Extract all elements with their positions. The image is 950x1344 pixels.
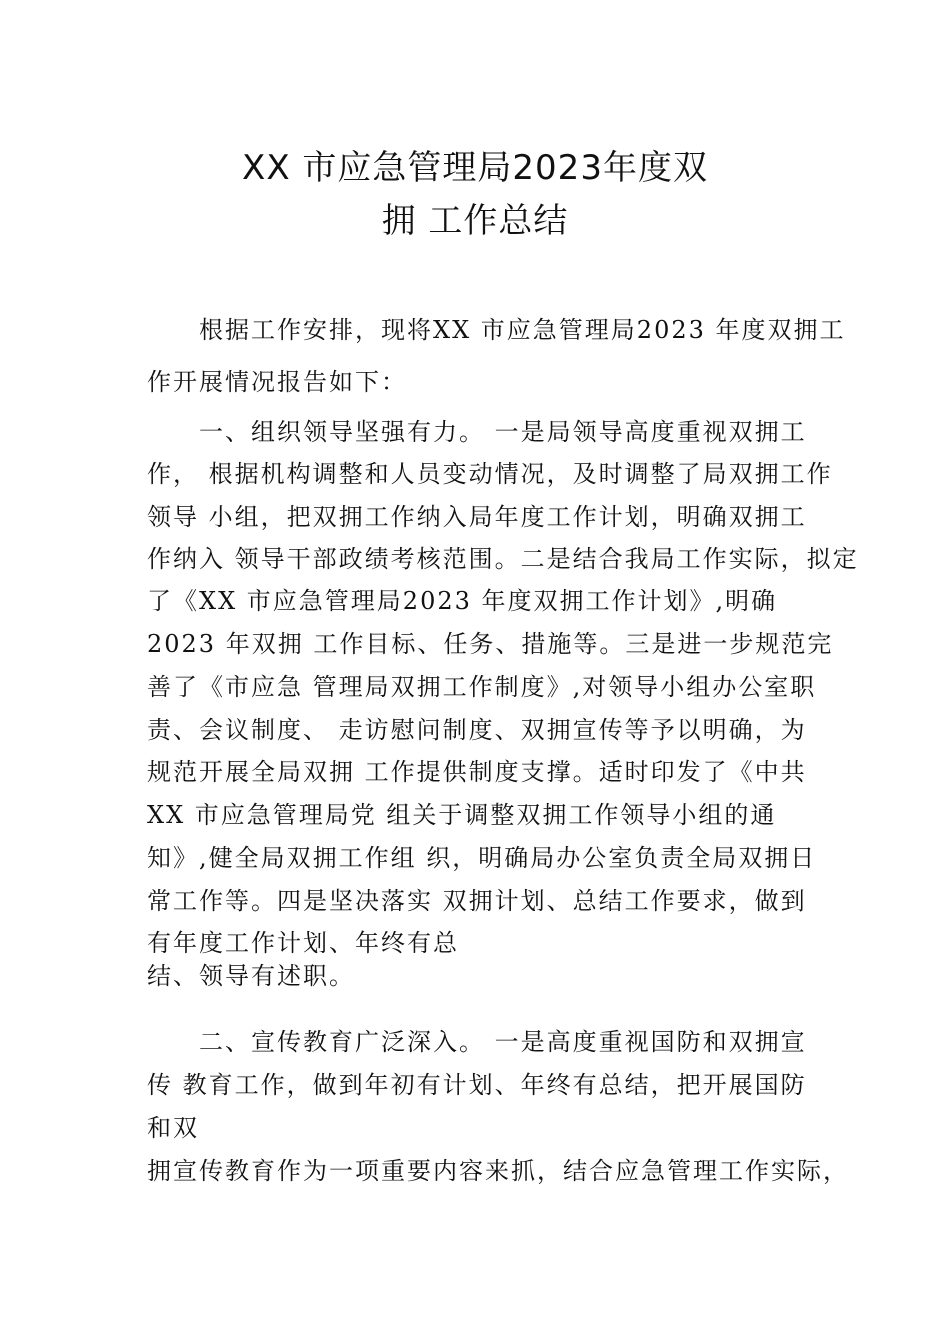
body-line: 常工作等。四是坚决落实 双拥计划、总结工作要求，做到 xyxy=(147,887,807,915)
body-line: 责、会议制度、 走访慰问制度、双拥宣传等予以明确，为 xyxy=(147,716,807,744)
body-line: 2023 年双拥 工作目标、任务、措施等。三是进一步规范完 xyxy=(147,630,834,658)
body-line: 根据工作安排，现将XX 市应急管理局2023 年度双拥工 xyxy=(199,316,846,344)
body-line: 善了《市应急 管理局双拥工作制度》,对领导小组办公室职 xyxy=(147,673,817,701)
body-line: 传 教育工作，做到年初有计划、年终有总结，把开展国防 xyxy=(147,1071,807,1099)
document-title-line-1: XX 市应急管理局2023年度双 xyxy=(242,148,708,188)
body-line: XX 市应急管理局党 组关于调整双拥工作领导小组的通 xyxy=(147,801,777,829)
body-line: 知》,健全局双拥工作组 织，明确局办公室负责全局双拥日 xyxy=(147,844,817,872)
body-line: 一、组织领导坚强有力。 一是局领导高度重视双拥工 xyxy=(199,418,807,446)
body-line: 作， 根据机构调整和人员变动情况，及时调整了局双拥工作 xyxy=(147,460,833,488)
body-line: 了《XX 市应急管理局2023 年度双拥工作计划》,明确 xyxy=(147,587,778,615)
body-line: 拥宣传教育作为一项重要内容来抓，结合应急管理工作实际， xyxy=(147,1157,849,1185)
body-line: 作开展情况报告如下： xyxy=(147,368,407,396)
body-line: 结、领导有述职。 xyxy=(147,962,355,990)
body-line: 和双 xyxy=(147,1114,199,1142)
body-line: 领导 小组，把双拥工作纳入局年度工作计划，明确双拥工 xyxy=(147,503,807,531)
body-line: 二、宣传教育广泛深入。 一是高度重视国防和双拥宣 xyxy=(199,1028,807,1056)
document-title-line-2: 拥 工作总结 xyxy=(381,201,569,241)
body-line: 作纳入 领导干部政绩考核范围。二是结合我局工作实际，拟定 xyxy=(147,545,859,573)
body-line: 有年度工作计划、年终有总 xyxy=(147,929,459,957)
body-line: 规范开展全局双拥 工作提供制度支撑。适时印发了《中共 xyxy=(147,758,807,786)
